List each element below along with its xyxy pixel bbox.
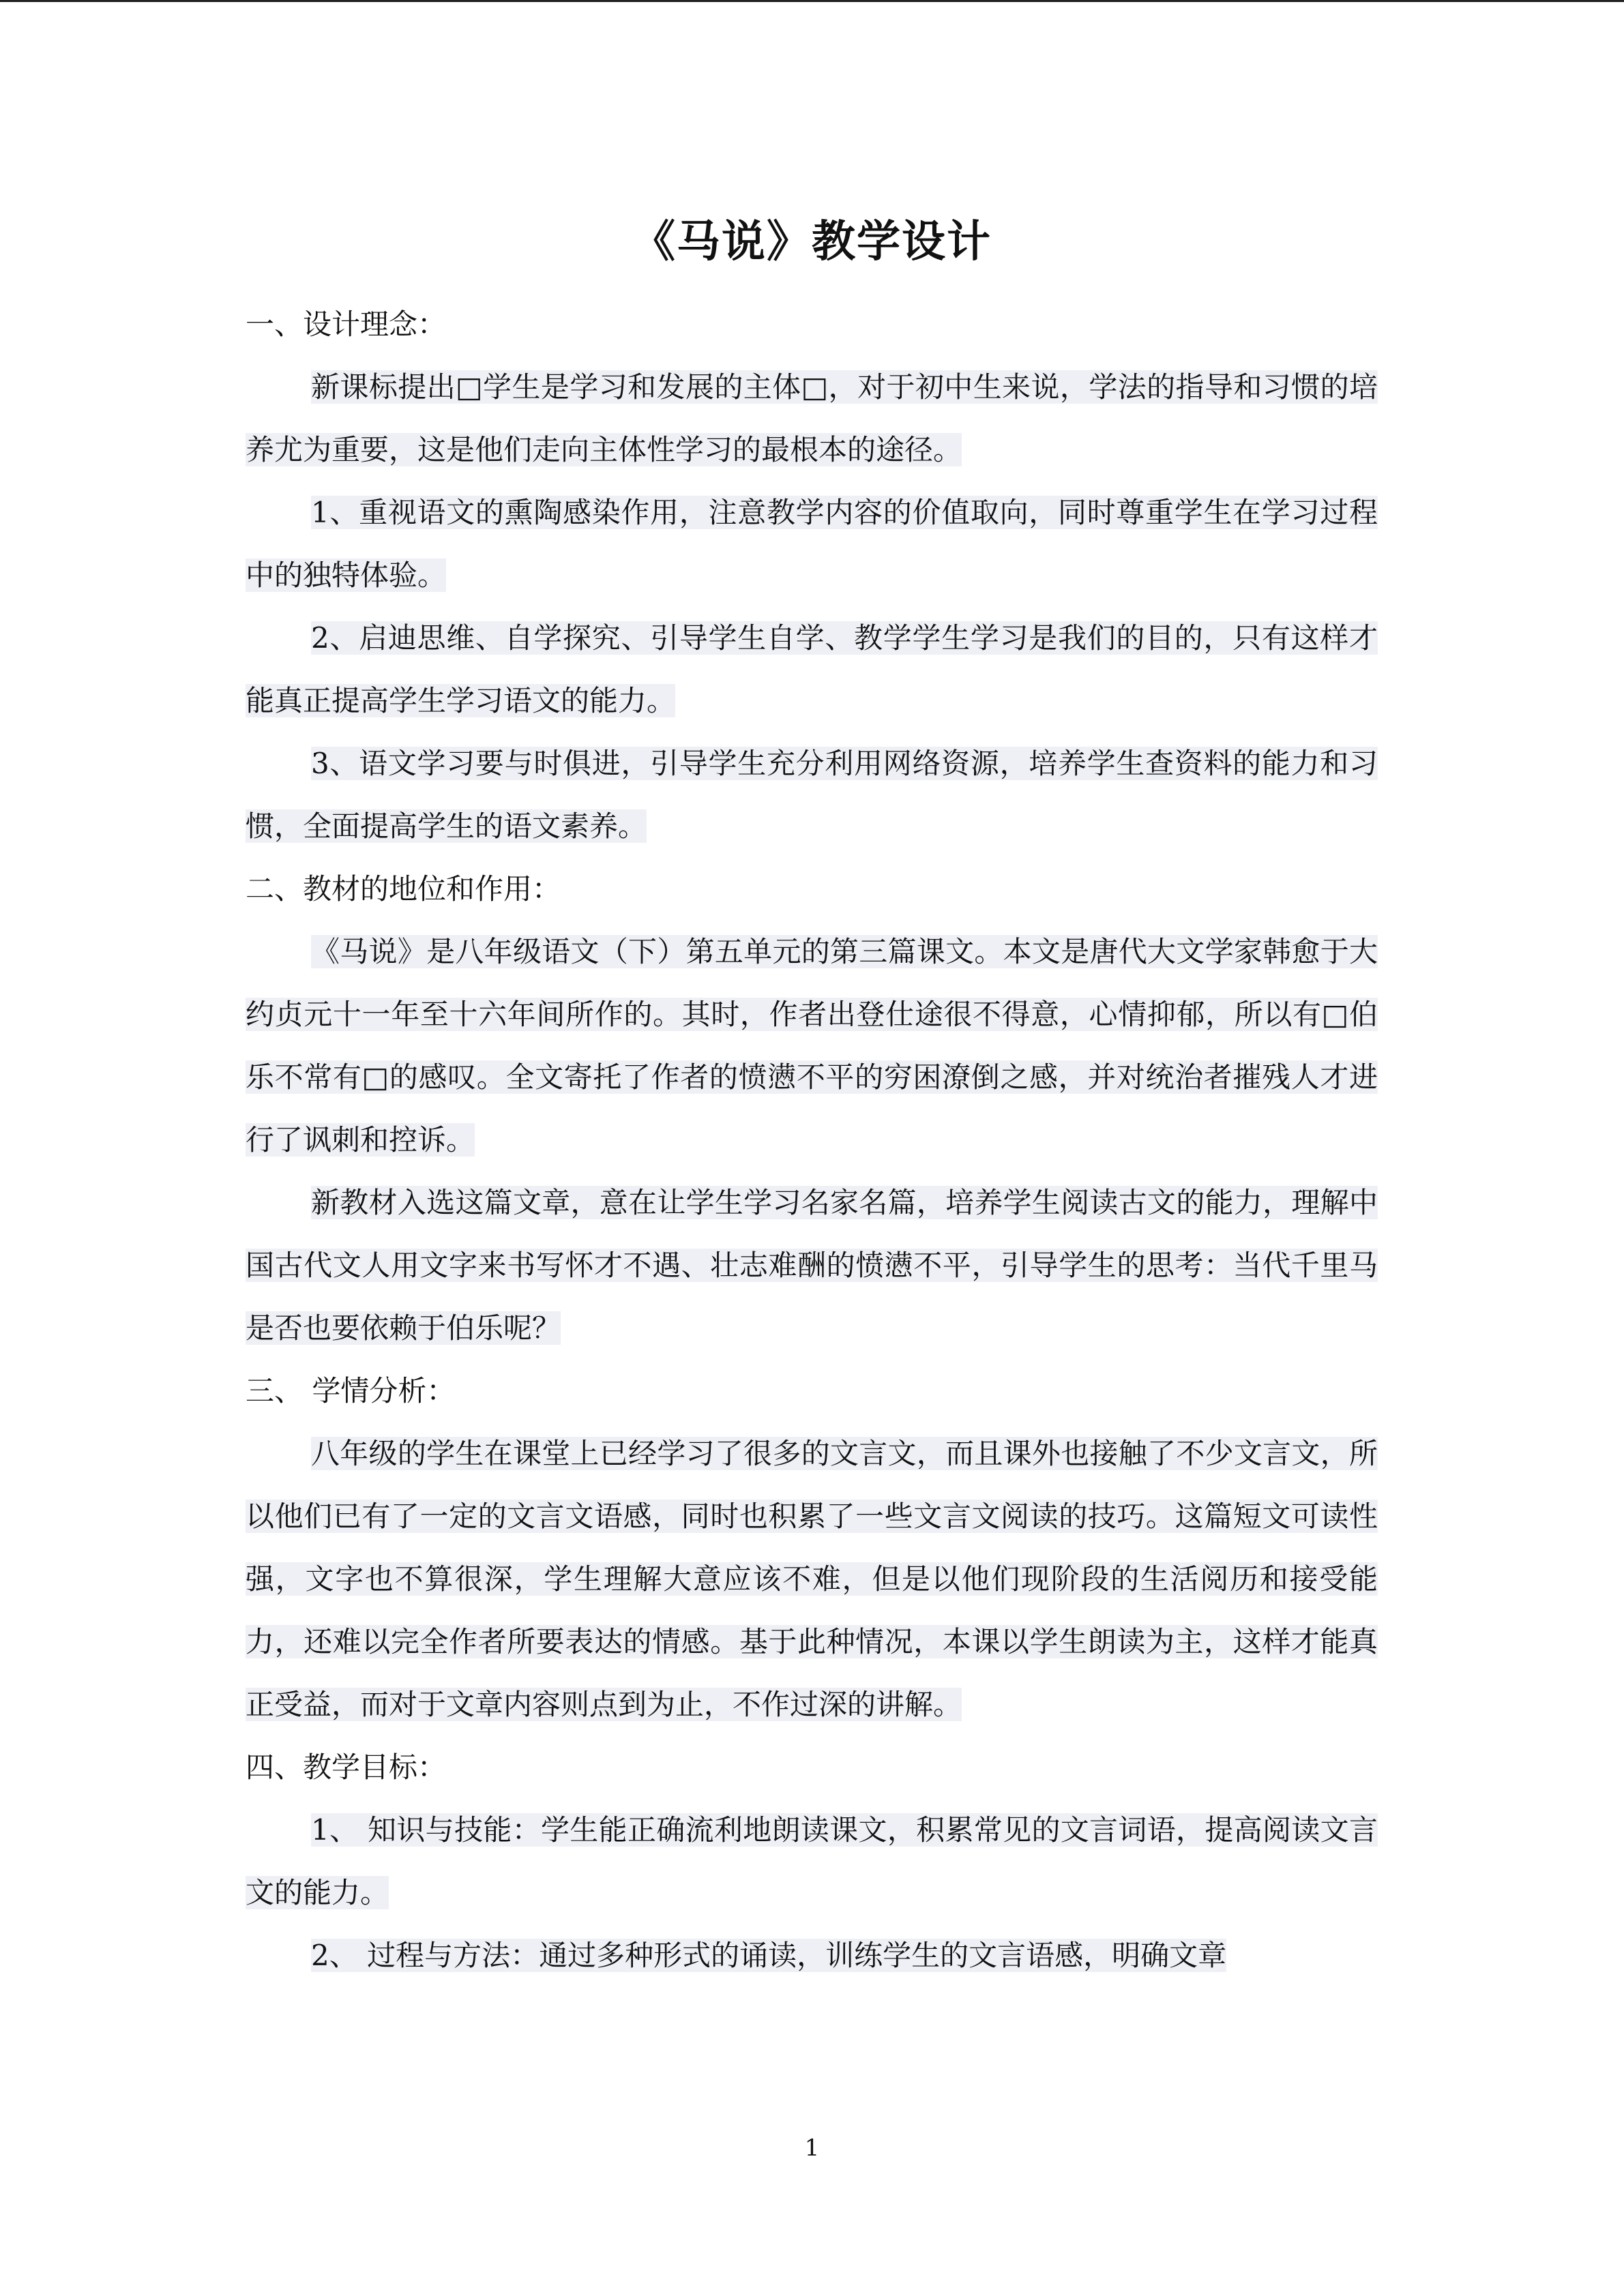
- paragraph: [246, 1924, 1378, 1987]
- page-top-border: [0, 0, 1624, 2]
- paragraph: [246, 1172, 1378, 1360]
- paragraph: [246, 732, 1378, 858]
- section-heading-student-analysis: 三、 学情分析：: [246, 1374, 456, 1407]
- paragraph-text: 《马说》是八年级语文（下）第五单元的第三篇课文。本文是唐代大文学家韩愈于大约贞元十一年至十六年间所作的。其时，作者出登仕途很不得意，心情抑郁，所以有□伯乐不常有□的感叹。全文寄托了作者的愤懑不平的穷困潦倒之感，并对统治者摧残人才进行了讽刺和控诉。: [246, 935, 1378, 1157]
- paragraph: [246, 1422, 1378, 1736]
- paragraph-text: 2、启迪思维、自学探究、引导学生自学、教学学生学习是我们的目的，只有这样才能真正提高学生学习语文的能力。: [246, 621, 1378, 717]
- document-title: 《马说》教学设计: [632, 216, 992, 267]
- section-heading-teaching-goals: 四、教学目标：: [246, 1750, 447, 1784]
- paragraph-text: 新课标提出□学生是学习和发展的主体□，对于初中生来说，学法的指导和习惯的培养尤为重要，这是他们走向主体性学习的最根本的途径。: [246, 370, 1378, 466]
- paragraph: [246, 356, 1378, 481]
- paragraph-text: 八年级的学生在课堂上已经学习了很多的文言文，而且课外也接触了不少文言文，所以他们已有了一定的文言文语感，同时也积累了一些文言文阅读的技巧。这篇短文可读性强，文字也不算很深，学生理解大意应该不难，但是以他们现阶段的生活阅历和接受能力，还难以完全作者所要表达的情感。基于此种情况，本课以学生朗读为主，这样才能真正受益，而对于文章内容则点到为止，不作过深的讲解。: [246, 1437, 1378, 1721]
- paragraph-text: 新教材入选这篇文章，意在让学生学习名家名篇，培养学生阅读古文的能力，理解中国古代文人用文字来书写怀才不遇、壮志难酬的愤懑不平，引导学生的思考：当代千里马是否也要依赖于伯乐呢？: [246, 1186, 1378, 1345]
- section-heading-design-philosophy: 一、设计理念：: [246, 308, 447, 341]
- document-page: [246, 205, 1378, 1987]
- paragraph-text: 2、 过程与方法：通过多种形式的诵读，训练学生的文言语感，明确文章: [311, 1939, 1227, 1972]
- paragraph-text: 1、 知识与技能：学生能正确流利地朗读课文，积累常见的文言词语，提高阅读文言文的能力。: [246, 1813, 1378, 1909]
- paragraph-text: 1、重视语文的熏陶感染作用，注意教学内容的价值取向，同时尊重学生在学习过程中的独特体验。: [246, 496, 1378, 592]
- paragraph: [246, 921, 1378, 1172]
- paragraph: [246, 481, 1378, 607]
- paragraph: [246, 607, 1378, 732]
- paragraph: [246, 1799, 1378, 1924]
- paragraph-text: 3、语文学习要与时俱进，引导学生充分利用网络资源，培养学生查资料的能力和习惯，全面提高学生的语文素养。: [246, 747, 1378, 843]
- section-heading-textbook-role: 二、教材的地位和作用：: [246, 872, 561, 906]
- page-number: 1: [804, 2134, 820, 2162]
